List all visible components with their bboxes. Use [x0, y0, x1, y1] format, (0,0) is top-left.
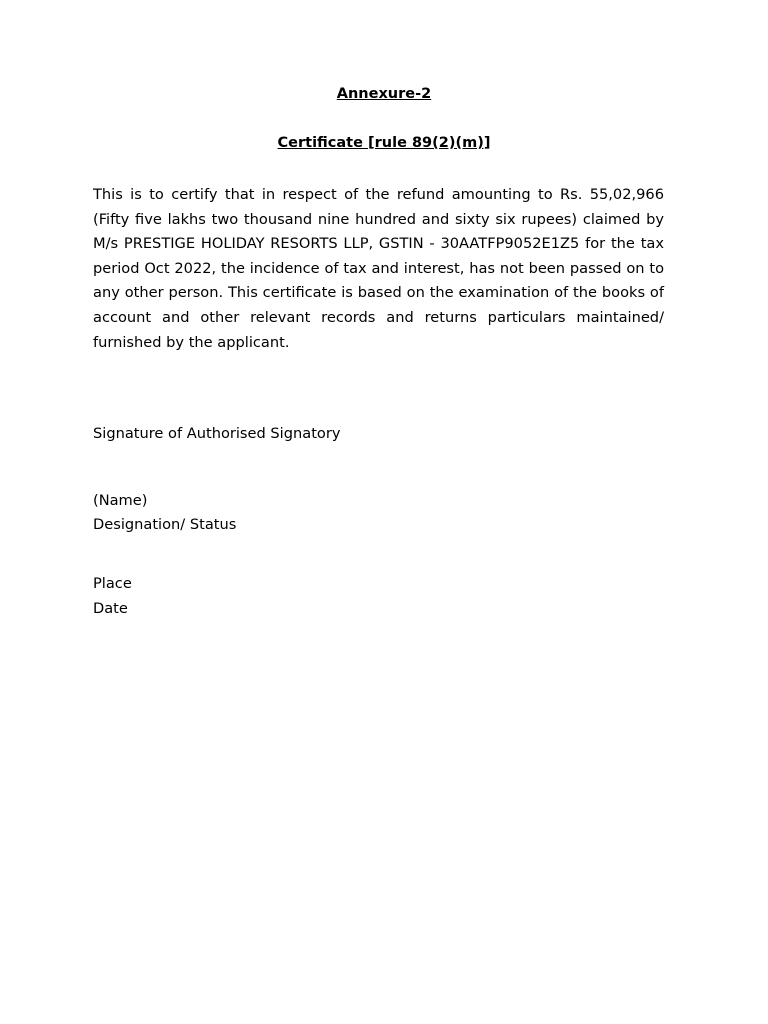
name-label: (Name)	[93, 492, 148, 509]
signature-label: Signature of Authorised Signatory	[93, 425, 341, 442]
place-label: Place	[93, 575, 132, 592]
designation-label: Designation/ Status	[93, 516, 237, 533]
annexure-title: Annexure-2	[336, 86, 432, 102]
certificate-title: Certificate [rule 89(2)(m)]	[277, 135, 491, 151]
date-label: Date	[93, 600, 128, 617]
certificate-body-text: This is to certify that in respect of the refund amounting to Rs. 55,02,966 (Fifty five lakhs two thousand nine hundred and sixty six rupees) claimed by M/s PRESTIGE HOLIDAY RESORTS LLP, GSTIN - 30AATFP9052E1Z5 for the tax period Oct 2022, the incidence of tax and interest, has not been passed on to any other person. This certificate is based on the examination of the books of account and other relevant records and returns particulars maintained/ furnished by the applicant.	[93, 186, 664, 351]
